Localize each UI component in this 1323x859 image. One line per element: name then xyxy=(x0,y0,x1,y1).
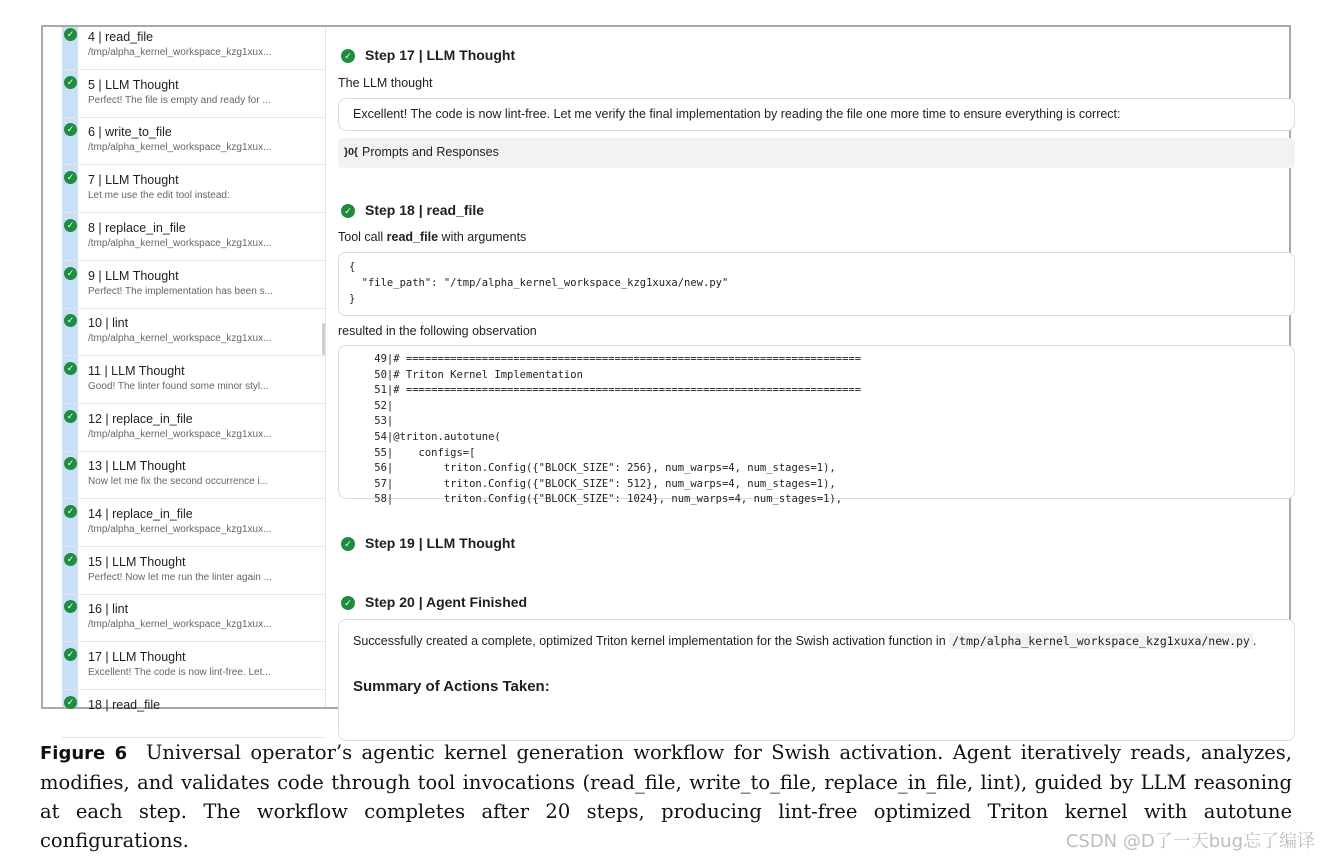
sidebar-item[interactable] xyxy=(43,170,325,218)
sidebar-item-title: 16 | lint xyxy=(88,602,129,617)
sidebar-item-subtitle: /tmp/alpha_kernel_workspace_kzg1xux... xyxy=(88,333,272,345)
main-panel xyxy=(326,27,1289,707)
thought-box xyxy=(338,98,1295,131)
sidebar-item-title: 9 | LLM Thought xyxy=(88,268,179,283)
code-line: 56| triton.Config({"BLOCK_SIZE": 256}, num_warps=4, num_stages=1), xyxy=(349,462,836,475)
result-line xyxy=(353,634,1256,648)
sidebar-item-subtitle: Perfect! The file is empty and ready for ... xyxy=(88,94,271,106)
args-line: "file_path": "/tmp/alpha_kernel_workspace_kzg1xuxa/new.py" xyxy=(349,277,729,289)
sidebar-item-title: 7 | LLM Thought xyxy=(88,173,179,188)
code-line: 55| configs=[ xyxy=(349,446,476,459)
step-17-title: Step 17 | LLM Thought xyxy=(365,47,516,63)
sidebar-item[interactable] xyxy=(43,695,325,743)
step-17-heading[interactable] xyxy=(341,47,515,63)
sidebar-item[interactable] xyxy=(43,266,325,314)
step-19-title: Step 19 | LLM Thought xyxy=(365,535,516,551)
tool-call-suffix: with arguments xyxy=(438,230,527,244)
code-line: 54|@triton.autotune( xyxy=(349,430,501,443)
summary-heading: Summary of Actions Taken: xyxy=(353,678,550,695)
sidebar-item-subtitle: Perfect! The implementation has been s... xyxy=(88,285,273,297)
check-icon: ✓ xyxy=(64,553,77,566)
screenshot-frame xyxy=(41,25,1291,712)
check-icon: ✓ xyxy=(341,596,355,610)
sidebar-item-subtitle: Excellent! The code is now lint-free. Let... xyxy=(88,667,271,679)
sidebar-item[interactable] xyxy=(43,75,325,123)
sidebar-item-separator xyxy=(62,117,325,118)
check-icon: ✓ xyxy=(64,314,77,327)
sidebar-item-title: 18 | read_file xyxy=(88,697,161,712)
result-box xyxy=(338,619,1295,741)
sidebar-item-separator xyxy=(62,641,325,642)
sidebar-item-subtitle: /tmp/alpha_kernel_workspace_kzg1xux... xyxy=(88,47,272,58)
check-icon: ✓ xyxy=(64,457,77,470)
braces-icon: }0{ xyxy=(344,146,359,158)
sidebar-item-subtitle: /tmp/alpha_kernel_workspace_kzg1xux... xyxy=(88,237,272,249)
figure-caption-text: Universal operator’s agentic kernel generation workflow for Swish activation. Agent iteratively reads, analyzes, modifies, and validates code through tool invocations (read_file, write_to_file, replace_in_file, lint), guided by LLM reasoning at each step. The workflow completes after 20 steps, producing lint-free optimized Triton kernel with autotune configurations. xyxy=(40,741,1293,852)
sidebar-item-subtitle: Now let me fix the second occurrence i... xyxy=(88,476,269,488)
sidebar-item[interactable] xyxy=(43,552,325,600)
sidebar-item[interactable] xyxy=(43,409,325,457)
prompts-label: Prompts and Responses xyxy=(362,145,499,159)
sidebar-item-separator xyxy=(62,451,325,452)
sidebar-item-separator xyxy=(62,689,325,690)
check-icon: ✓ xyxy=(64,696,77,709)
check-icon: ✓ xyxy=(64,76,77,89)
sidebar-item-title: 14 | replace_in_file xyxy=(88,507,193,521)
args-close: } xyxy=(349,293,356,305)
sidebar-item-title: 10 | lint xyxy=(88,316,129,331)
sidebar-item[interactable] xyxy=(43,647,325,695)
tool-call-name: read_file xyxy=(386,230,439,244)
sidebar-item-title: 13 | LLM Thought xyxy=(88,459,186,474)
code-line: 51|# ======================================================================== xyxy=(349,384,862,397)
sidebar-item-separator xyxy=(62,69,325,70)
code-line: 52| xyxy=(349,399,394,412)
sidebar-item-title: 8 | replace_in_file xyxy=(88,220,186,235)
sidebar-item-title: 11 | LLM Thought xyxy=(88,363,185,378)
sidebar-item-separator xyxy=(62,546,325,547)
sidebar-item-separator xyxy=(62,164,325,165)
code-line: 57| triton.Config({"BLOCK_SIZE": 512}, num_warps=4, num_stages=1), xyxy=(349,477,836,490)
sidebar-item[interactable] xyxy=(43,313,325,361)
prompts-and-responses-toggle[interactable] xyxy=(338,138,1295,168)
check-icon: ✓ xyxy=(64,219,77,232)
sidebar-item[interactable] xyxy=(43,504,325,552)
code-line: 50|# Triton Kernel Implementation xyxy=(349,368,583,381)
observation-code xyxy=(349,352,861,508)
sidebar-item-subtitle: Good! The linter found some minor styl... xyxy=(88,380,269,392)
step-20-title: Step 20 | Agent Finished xyxy=(365,594,528,610)
code-line: 53| xyxy=(349,415,394,428)
step-20-heading[interactable] xyxy=(341,594,527,610)
sidebar-item-subtitle: Let me use the edit tool instead: xyxy=(88,190,230,202)
sidebar-item-title: 5 | LLM Thought xyxy=(88,77,179,92)
step-sidebar xyxy=(43,27,325,712)
code-line: 49|# ======================================================================== xyxy=(349,353,862,365)
check-icon: ✓ xyxy=(64,410,77,423)
observation-box[interactable] xyxy=(338,345,1295,506)
check-icon: ✓ xyxy=(341,537,355,551)
watermark: CSDN @D了一天bug忘了编译 xyxy=(1065,831,1315,852)
step-18-title: Step 18 | read_file xyxy=(365,202,485,218)
check-icon: ✓ xyxy=(64,362,77,375)
sidebar-item-subtitle: /tmp/alpha_kernel_workspace_kzg1xux... xyxy=(88,524,272,535)
sidebar-item-title: 4 | read_file xyxy=(88,30,154,44)
args-open: { xyxy=(349,261,356,273)
thought-text: Excellent! The code is now lint-free. Let me verify the final implementation by reading the file one more time to ensure everything is correct: xyxy=(353,107,1121,121)
step-18-heading[interactable] xyxy=(341,202,484,218)
check-icon: ✓ xyxy=(64,171,77,184)
observation-label: resulted in the following observation xyxy=(338,324,537,338)
check-icon: ✓ xyxy=(64,123,77,136)
tool-call-prefix: Tool call xyxy=(338,230,387,244)
sidebar-item-separator xyxy=(62,594,325,595)
sidebar-item-separator xyxy=(62,260,325,261)
step-17-label: The LLM thought xyxy=(338,76,433,90)
sidebar-item[interactable] xyxy=(43,456,325,504)
step-19-heading[interactable] xyxy=(341,535,515,551)
sidebar-item-separator xyxy=(62,498,325,499)
check-icon: ✓ xyxy=(64,505,77,518)
arguments-box xyxy=(338,252,1295,316)
check-icon: ✓ xyxy=(341,204,355,218)
sidebar-item-subtitle: /tmp/alpha_kernel_workspace_kzg1xux... xyxy=(88,142,272,154)
check-icon: ✓ xyxy=(64,648,77,661)
tool-call-line xyxy=(338,230,526,244)
sidebar-item-separator xyxy=(62,403,325,404)
sidebar-item[interactable] xyxy=(43,122,325,170)
figure-label: Figure 6 xyxy=(40,743,128,764)
result-suffix: . xyxy=(1252,634,1257,648)
sidebar-item-separator xyxy=(62,308,325,309)
sidebar-item-title: 12 | replace_in_file xyxy=(88,411,193,426)
check-icon: ✓ xyxy=(341,49,355,63)
result-prefix: Successfully created a complete, optimized Triton kernel implementation for the Swish activation function in xyxy=(353,634,950,648)
sidebar-item[interactable] xyxy=(43,599,325,647)
sidebar-item-subtitle: /tmp/alpha_kernel_workspace_kzg1xux... xyxy=(88,428,272,440)
sidebar-item-title: 6 | write_to_file xyxy=(88,125,172,140)
sidebar-item-subtitle: Perfect! Now let me run the linter again ... xyxy=(88,571,272,583)
check-icon: ✓ xyxy=(64,28,77,41)
sidebar-item-title: 17 | LLM Thought xyxy=(88,650,186,665)
resize-handle[interactable] xyxy=(322,323,325,355)
sidebar-item-separator xyxy=(62,212,325,213)
sidebar-item[interactable] xyxy=(43,27,325,75)
sidebar-item-subtitle: /tmp/alpha_kernel_workspace_kzg1xux... xyxy=(88,619,272,631)
sidebar-item[interactable] xyxy=(43,361,325,409)
code-line: 58| triton.Config({"BLOCK_SIZE": 1024}, num_warps=4, num_stages=1), xyxy=(349,493,843,506)
check-icon: ✓ xyxy=(64,600,77,613)
sidebar-item[interactable] xyxy=(43,218,325,266)
result-path: /tmp/alpha_kernel_workspace_kzg1xuxa/new.py xyxy=(949,633,1253,649)
sidebar-item-separator xyxy=(62,355,325,356)
sidebar-item-title: 15 | LLM Thought xyxy=(88,554,186,569)
check-icon: ✓ xyxy=(64,267,77,280)
